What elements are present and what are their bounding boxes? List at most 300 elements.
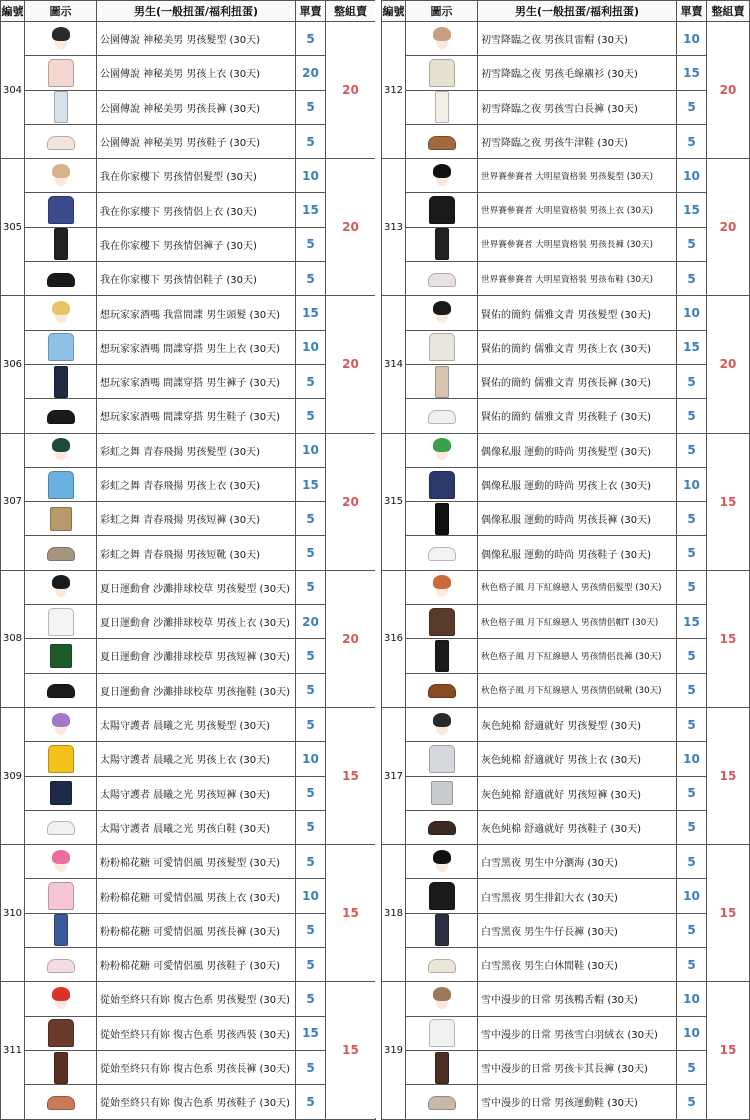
set-price: 15 bbox=[326, 845, 376, 982]
single-price: 5 bbox=[677, 536, 707, 570]
item-image-cell bbox=[406, 605, 478, 639]
item-name: 雪中漫步的日常 男孩運動鞋 (30天) bbox=[478, 1085, 677, 1119]
shoe-icon bbox=[47, 959, 75, 973]
table-row bbox=[382, 879, 750, 913]
table-row bbox=[1, 1050, 376, 1084]
set-price: 15 bbox=[707, 982, 750, 1119]
set-number: 312 bbox=[382, 22, 406, 159]
item-name: 世界賽參賽者 大明星資格裝 男孩上衣 (30天) bbox=[478, 193, 677, 227]
item-image-cell bbox=[406, 982, 478, 1016]
item-name: 我在你家樓下 男孩情侶褲子 (30天) bbox=[97, 227, 296, 261]
table-row bbox=[1, 776, 376, 810]
top-clothing-icon bbox=[429, 1019, 455, 1047]
item-image-cell bbox=[25, 1085, 97, 1119]
single-price: 10 bbox=[296, 433, 326, 467]
item-image-cell bbox=[406, 433, 478, 467]
pants-icon bbox=[435, 1052, 449, 1084]
set-number: 304 bbox=[1, 22, 25, 159]
item-image-cell bbox=[25, 707, 97, 741]
single-price: 5 bbox=[677, 1085, 707, 1119]
table-row bbox=[382, 1050, 750, 1084]
table-row bbox=[382, 467, 750, 501]
hairstyle-icon bbox=[50, 985, 72, 1013]
single-price: 5 bbox=[296, 810, 326, 844]
single-price: 5 bbox=[296, 502, 326, 536]
shoe-icon bbox=[428, 959, 456, 973]
item-image-cell bbox=[406, 810, 478, 844]
single-price: 10 bbox=[677, 742, 707, 776]
single-price: 5 bbox=[677, 913, 707, 947]
hairstyle-icon bbox=[50, 436, 72, 464]
single-price: 15 bbox=[677, 605, 707, 639]
top-clothing-icon bbox=[429, 608, 455, 636]
item-name: 公園傳說 神秘美男 男孩鞋子 (30天) bbox=[97, 124, 296, 158]
set-number: 309 bbox=[1, 707, 25, 844]
set-number: 316 bbox=[382, 570, 406, 707]
hair-shape bbox=[52, 164, 70, 178]
item-name: 世界賽參賽者 大明星資格裝 男孩長褲 (30天) bbox=[478, 227, 677, 261]
item-image-cell bbox=[25, 673, 97, 707]
table-row bbox=[382, 502, 750, 536]
pants-icon bbox=[435, 914, 449, 946]
pants-icon bbox=[435, 503, 449, 535]
item-image-cell bbox=[406, 913, 478, 947]
set-number: 318 bbox=[382, 845, 406, 982]
item-name: 賢佑的簡約 儒雅文青 男孩髮型 (30天) bbox=[478, 296, 677, 330]
hair-shape bbox=[433, 850, 451, 864]
single-price: 10 bbox=[677, 982, 707, 1016]
item-image-cell bbox=[406, 502, 478, 536]
item-name: 想玩家家酒嗎 間諜穿搭 男生褲子 (30天) bbox=[97, 364, 296, 398]
single-price: 5 bbox=[677, 948, 707, 982]
single-price: 5 bbox=[677, 810, 707, 844]
table-row bbox=[382, 296, 750, 330]
item-name: 從始至終只有妳 復古色系 男孩西裝 (30天) bbox=[97, 1016, 296, 1050]
top-clothing-icon bbox=[48, 471, 74, 499]
set-number: 307 bbox=[1, 433, 25, 570]
single-price: 15 bbox=[677, 330, 707, 364]
hair-shape bbox=[52, 301, 70, 315]
shoe-icon bbox=[47, 547, 75, 561]
hairstyle-icon bbox=[50, 848, 72, 876]
hair-shape bbox=[52, 713, 70, 727]
table-row bbox=[1, 845, 376, 879]
item-name: 灰色純棉 舒適就好 男孩髮型 (30天) bbox=[478, 707, 677, 741]
hairstyle-icon bbox=[431, 25, 453, 53]
item-image-cell bbox=[25, 948, 97, 982]
table-row bbox=[1, 296, 376, 330]
set-price: 15 bbox=[326, 982, 376, 1119]
item-image-cell bbox=[25, 364, 97, 398]
pants-icon bbox=[435, 366, 449, 398]
item-image-cell bbox=[406, 1050, 478, 1084]
pants-icon bbox=[54, 366, 68, 398]
single-price: 10 bbox=[296, 879, 326, 913]
item-name: 公園傳說 神秘美男 男孩髮型 (30天) bbox=[97, 22, 296, 56]
hairstyle-icon bbox=[431, 436, 453, 464]
item-name: 夏日運動會 沙灘排球校草 男孩短褲 (30天) bbox=[97, 639, 296, 673]
hairstyle-icon bbox=[50, 711, 72, 739]
header-price: 單賣 bbox=[677, 1, 707, 22]
item-image-cell bbox=[25, 1050, 97, 1084]
top-clothing-icon bbox=[48, 196, 74, 224]
pants-icon bbox=[54, 91, 68, 123]
single-price: 5 bbox=[677, 570, 707, 604]
hair-shape bbox=[52, 438, 70, 452]
top-clothing-icon bbox=[429, 333, 455, 361]
table-row bbox=[1, 1016, 376, 1050]
table-row bbox=[382, 810, 750, 844]
item-name: 秋色格子風 月下紅線戀人 男孩情侶絨靴 (30天) bbox=[478, 673, 677, 707]
table-row bbox=[382, 90, 750, 124]
item-image-cell bbox=[406, 673, 478, 707]
item-name: 從始至終只有妳 復古色系 男孩鞋子 (30天) bbox=[97, 1085, 296, 1119]
item-image-cell bbox=[406, 742, 478, 776]
shoe-icon bbox=[428, 136, 456, 150]
item-image-cell bbox=[25, 879, 97, 913]
shorts-icon bbox=[431, 781, 453, 805]
item-image-cell bbox=[406, 262, 478, 296]
single-price: 15 bbox=[296, 296, 326, 330]
item-image-cell bbox=[406, 879, 478, 913]
item-image-cell bbox=[25, 810, 97, 844]
set-price: 20 bbox=[326, 570, 376, 707]
top-clothing-icon bbox=[429, 59, 455, 87]
hair-shape bbox=[433, 438, 451, 452]
item-image-cell bbox=[406, 1085, 478, 1119]
table-row bbox=[382, 433, 750, 467]
item-name: 初雪降臨之夜 男孩貝雷帽 (30天) bbox=[478, 22, 677, 56]
item-image-cell bbox=[406, 707, 478, 741]
item-image-cell bbox=[406, 639, 478, 673]
item-name: 灰色純棉 舒適就好 男孩短褲 (30天) bbox=[478, 776, 677, 810]
shoe-icon bbox=[428, 821, 456, 835]
item-image-cell bbox=[25, 296, 97, 330]
shoe-icon bbox=[47, 273, 75, 287]
single-price: 5 bbox=[296, 982, 326, 1016]
header-id: 編號 bbox=[382, 1, 406, 22]
table-row bbox=[1, 639, 376, 673]
table-row bbox=[382, 776, 750, 810]
item-image-cell bbox=[25, 227, 97, 261]
table-row bbox=[382, 399, 750, 433]
item-name: 世界賽參賽者 大明星資格裝 男孩髮型 (30天) bbox=[478, 159, 677, 193]
item-image-cell bbox=[406, 330, 478, 364]
single-price: 10 bbox=[677, 296, 707, 330]
single-price: 20 bbox=[296, 56, 326, 90]
item-image-cell bbox=[406, 1016, 478, 1050]
single-price: 5 bbox=[677, 364, 707, 398]
single-price: 5 bbox=[677, 433, 707, 467]
header-image: 圖示 bbox=[25, 1, 97, 22]
set-number: 315 bbox=[382, 433, 406, 570]
top-clothing-icon bbox=[48, 745, 74, 773]
hair-shape bbox=[52, 575, 70, 589]
item-name: 秋色格子風 月下紅線戀人 男孩情侶帽T (30天) bbox=[478, 605, 677, 639]
table-row bbox=[382, 948, 750, 982]
single-price: 5 bbox=[296, 1050, 326, 1084]
table-row bbox=[382, 605, 750, 639]
set-price: 15 bbox=[707, 433, 750, 570]
item-name: 白雪黑夜 男生白休閒鞋 (30天) bbox=[478, 948, 677, 982]
pants-icon bbox=[435, 228, 449, 260]
single-price: 10 bbox=[296, 742, 326, 776]
table-row bbox=[382, 982, 750, 1016]
single-price: 5 bbox=[677, 90, 707, 124]
table-row bbox=[382, 227, 750, 261]
table-row bbox=[1, 948, 376, 982]
item-image-cell bbox=[25, 639, 97, 673]
single-price: 20 bbox=[296, 605, 326, 639]
set-number: 319 bbox=[382, 982, 406, 1119]
set-number: 311 bbox=[1, 982, 25, 1119]
item-name: 世界賽參賽者 大明星資格裝 男孩布鞋 (30天) bbox=[478, 262, 677, 296]
top-clothing-icon bbox=[48, 608, 74, 636]
set-price: 20 bbox=[326, 22, 376, 159]
set-price: 20 bbox=[707, 296, 750, 433]
single-price: 5 bbox=[296, 22, 326, 56]
table-row bbox=[1, 90, 376, 124]
item-image-cell bbox=[25, 262, 97, 296]
top-clothing-icon bbox=[429, 745, 455, 773]
single-price: 10 bbox=[677, 879, 707, 913]
item-name: 偶像私服 運動的時尚 男孩髮型 (30天) bbox=[478, 433, 677, 467]
item-image-cell bbox=[406, 467, 478, 501]
item-name: 公園傳說 神秘美男 男孩長褲 (30天) bbox=[97, 90, 296, 124]
single-price: 15 bbox=[296, 467, 326, 501]
table-row bbox=[1, 467, 376, 501]
item-name: 粉粉棉花糖 可愛情侶風 男孩長褲 (30天) bbox=[97, 913, 296, 947]
single-price: 5 bbox=[296, 570, 326, 604]
shorts-icon bbox=[50, 644, 72, 668]
shoe-icon bbox=[428, 684, 456, 698]
top-clothing-icon bbox=[429, 882, 455, 910]
item-image-cell bbox=[406, 56, 478, 90]
set-number: 317 bbox=[382, 707, 406, 844]
item-name: 秋色格子風 月下紅線戀人 男孩情侶髮型 (30天) bbox=[478, 570, 677, 604]
item-image-cell bbox=[25, 913, 97, 947]
header-row bbox=[1, 1, 376, 22]
shoe-icon bbox=[47, 684, 75, 698]
single-price: 15 bbox=[677, 56, 707, 90]
item-image-cell bbox=[25, 467, 97, 501]
table-row bbox=[1, 433, 376, 467]
table-row bbox=[382, 742, 750, 776]
single-price: 10 bbox=[677, 1016, 707, 1050]
header-price: 單賣 bbox=[296, 1, 326, 22]
hair-shape bbox=[433, 713, 451, 727]
set-price: 15 bbox=[707, 570, 750, 707]
single-price: 5 bbox=[677, 845, 707, 879]
header-image: 圖示 bbox=[406, 1, 478, 22]
single-price: 15 bbox=[296, 1016, 326, 1050]
header-row bbox=[382, 1, 750, 22]
single-price: 15 bbox=[677, 193, 707, 227]
top-clothing-icon bbox=[429, 196, 455, 224]
item-image-cell bbox=[406, 159, 478, 193]
item-image-cell bbox=[406, 227, 478, 261]
item-image-cell bbox=[406, 296, 478, 330]
item-name: 偶像私服 運動的時尚 男孩長褲 (30天) bbox=[478, 502, 677, 536]
single-price: 5 bbox=[296, 673, 326, 707]
item-name: 夏日運動會 沙灘排球校草 男孩拖鞋 (30天) bbox=[97, 673, 296, 707]
set-price: 15 bbox=[707, 845, 750, 982]
item-name: 賢佑的簡約 儒雅文青 男孩上衣 (30天) bbox=[478, 330, 677, 364]
item-name: 偶像私服 運動的時尚 男孩上衣 (30天) bbox=[478, 467, 677, 501]
item-image-cell bbox=[406, 193, 478, 227]
set-price: 15 bbox=[707, 707, 750, 844]
single-price: 5 bbox=[296, 913, 326, 947]
item-name: 從始至終只有妳 復古色系 男孩長褲 (30天) bbox=[97, 1050, 296, 1084]
table-row bbox=[382, 364, 750, 398]
item-image-cell bbox=[25, 1016, 97, 1050]
item-name: 想玩家家酒嗎 我當間諜 男生頭髮 (30天) bbox=[97, 296, 296, 330]
item-name: 賢佑的簡約 儒雅文青 男孩長褲 (30天) bbox=[478, 364, 677, 398]
single-price: 5 bbox=[677, 673, 707, 707]
set-number: 306 bbox=[1, 296, 25, 433]
item-name: 太陽守護者 晨曦之光 男孩白鞋 (30天) bbox=[97, 810, 296, 844]
item-image-cell bbox=[406, 124, 478, 158]
hair-shape bbox=[433, 164, 451, 178]
item-image-cell bbox=[406, 570, 478, 604]
set-price: 20 bbox=[707, 22, 750, 159]
table-row bbox=[382, 1016, 750, 1050]
item-image-cell bbox=[25, 982, 97, 1016]
table-row bbox=[1, 605, 376, 639]
table-row bbox=[1, 227, 376, 261]
shorts-icon bbox=[50, 507, 72, 531]
table-row bbox=[382, 56, 750, 90]
set-number: 310 bbox=[1, 845, 25, 982]
single-price: 10 bbox=[677, 467, 707, 501]
item-name: 夏日運動會 沙灘排球校草 男孩上衣 (30天) bbox=[97, 605, 296, 639]
item-image-cell bbox=[406, 399, 478, 433]
table-row bbox=[382, 124, 750, 158]
table-row bbox=[1, 536, 376, 570]
table-row bbox=[382, 570, 750, 604]
single-price: 5 bbox=[677, 124, 707, 158]
single-price: 10 bbox=[296, 330, 326, 364]
item-image-cell bbox=[406, 948, 478, 982]
single-price: 5 bbox=[677, 227, 707, 261]
hair-shape bbox=[433, 987, 451, 1001]
table-row bbox=[1, 502, 376, 536]
item-name: 粉粉棉花糖 可愛情侶風 男孩髮型 (30天) bbox=[97, 845, 296, 879]
item-image-cell bbox=[25, 570, 97, 604]
item-name: 彩虹之舞 青春飛揚 男孩髮型 (30天) bbox=[97, 433, 296, 467]
table-row bbox=[382, 262, 750, 296]
pants-icon bbox=[54, 914, 68, 946]
item-image-cell bbox=[25, 433, 97, 467]
shoe-icon bbox=[47, 410, 75, 424]
item-name: 初雪降臨之夜 男孩牛津鞋 (30天) bbox=[478, 124, 677, 158]
single-price: 5 bbox=[296, 364, 326, 398]
item-image-cell bbox=[25, 742, 97, 776]
single-price: 5 bbox=[296, 776, 326, 810]
header-set: 整組賣 bbox=[707, 1, 750, 22]
pants-icon bbox=[54, 228, 68, 260]
hairstyle-icon bbox=[431, 573, 453, 601]
single-price: 5 bbox=[296, 707, 326, 741]
item-image-cell bbox=[406, 536, 478, 570]
hair-shape bbox=[433, 575, 451, 589]
item-name: 白雪黑夜 男生牛仔長褲 (30天) bbox=[478, 913, 677, 947]
table-row bbox=[382, 845, 750, 879]
shoe-icon bbox=[428, 410, 456, 424]
table-row bbox=[1, 810, 376, 844]
hairstyle-icon bbox=[431, 985, 453, 1013]
single-price: 5 bbox=[677, 502, 707, 536]
table-row bbox=[1, 707, 376, 741]
hair-shape bbox=[433, 27, 451, 41]
item-image-cell bbox=[25, 536, 97, 570]
shoe-icon bbox=[428, 273, 456, 287]
item-name: 夏日運動會 沙灘排球校草 男孩髮型 (30天) bbox=[97, 570, 296, 604]
single-price: 5 bbox=[677, 1050, 707, 1084]
single-price: 10 bbox=[677, 22, 707, 56]
item-name: 太陽守護者 晨曦之光 男孩上衣 (30天) bbox=[97, 742, 296, 776]
table-row bbox=[1, 124, 376, 158]
hair-shape bbox=[52, 850, 70, 864]
table-row bbox=[1, 193, 376, 227]
set-price: 20 bbox=[326, 296, 376, 433]
single-price: 5 bbox=[296, 399, 326, 433]
set-price: 20 bbox=[707, 159, 750, 296]
item-name: 初雪降臨之夜 男孩毛線襯衫 (30天) bbox=[478, 56, 677, 90]
item-name: 雪中漫步的日常 男孩鴨舌帽 (30天) bbox=[478, 982, 677, 1016]
single-price: 5 bbox=[296, 1085, 326, 1119]
item-image-cell bbox=[25, 90, 97, 124]
item-name: 賢佑的簡約 儒雅文青 男孩鞋子 (30天) bbox=[478, 399, 677, 433]
hair-shape bbox=[433, 301, 451, 315]
item-image-cell bbox=[25, 605, 97, 639]
item-name: 彩虹之舞 青春飛揚 男孩短靴 (30天) bbox=[97, 536, 296, 570]
single-price: 5 bbox=[677, 639, 707, 673]
item-name: 初雪降臨之夜 男孩雪白長褲 (30天) bbox=[478, 90, 677, 124]
pants-icon bbox=[54, 1052, 68, 1084]
item-image-cell bbox=[406, 90, 478, 124]
table-row bbox=[382, 330, 750, 364]
hair-shape bbox=[52, 987, 70, 1001]
item-image-cell bbox=[25, 22, 97, 56]
single-price: 5 bbox=[677, 262, 707, 296]
table-row bbox=[1, 56, 376, 90]
header-name: 男生(一般扭蛋/福利扭蛋) bbox=[478, 1, 677, 22]
item-name: 雪中漫步的日常 男孩雪白羽絨衣 (30天) bbox=[478, 1016, 677, 1050]
shoe-icon bbox=[428, 547, 456, 561]
table-row bbox=[382, 913, 750, 947]
item-image-cell bbox=[25, 193, 97, 227]
item-image-cell bbox=[406, 364, 478, 398]
item-name: 灰色純棉 舒適就好 男孩上衣 (30天) bbox=[478, 742, 677, 776]
single-price: 5 bbox=[296, 536, 326, 570]
single-price: 5 bbox=[296, 639, 326, 673]
item-name: 雪中漫步的日常 男孩卡其長褲 (30天) bbox=[478, 1050, 677, 1084]
single-price: 5 bbox=[677, 707, 707, 741]
item-name: 我在你家樓下 男孩情侶鞋子 (30天) bbox=[97, 262, 296, 296]
hair-shape bbox=[52, 27, 70, 41]
item-name: 太陽守護者 晨曦之光 男孩髮型 (30天) bbox=[97, 707, 296, 741]
item-image-cell bbox=[25, 502, 97, 536]
item-image-cell bbox=[25, 330, 97, 364]
item-image-cell bbox=[406, 845, 478, 879]
table-row bbox=[382, 159, 750, 193]
table-row bbox=[382, 639, 750, 673]
single-price: 15 bbox=[296, 193, 326, 227]
set-price: 15 bbox=[326, 707, 376, 844]
shoe-icon bbox=[47, 136, 75, 150]
single-price: 5 bbox=[296, 845, 326, 879]
